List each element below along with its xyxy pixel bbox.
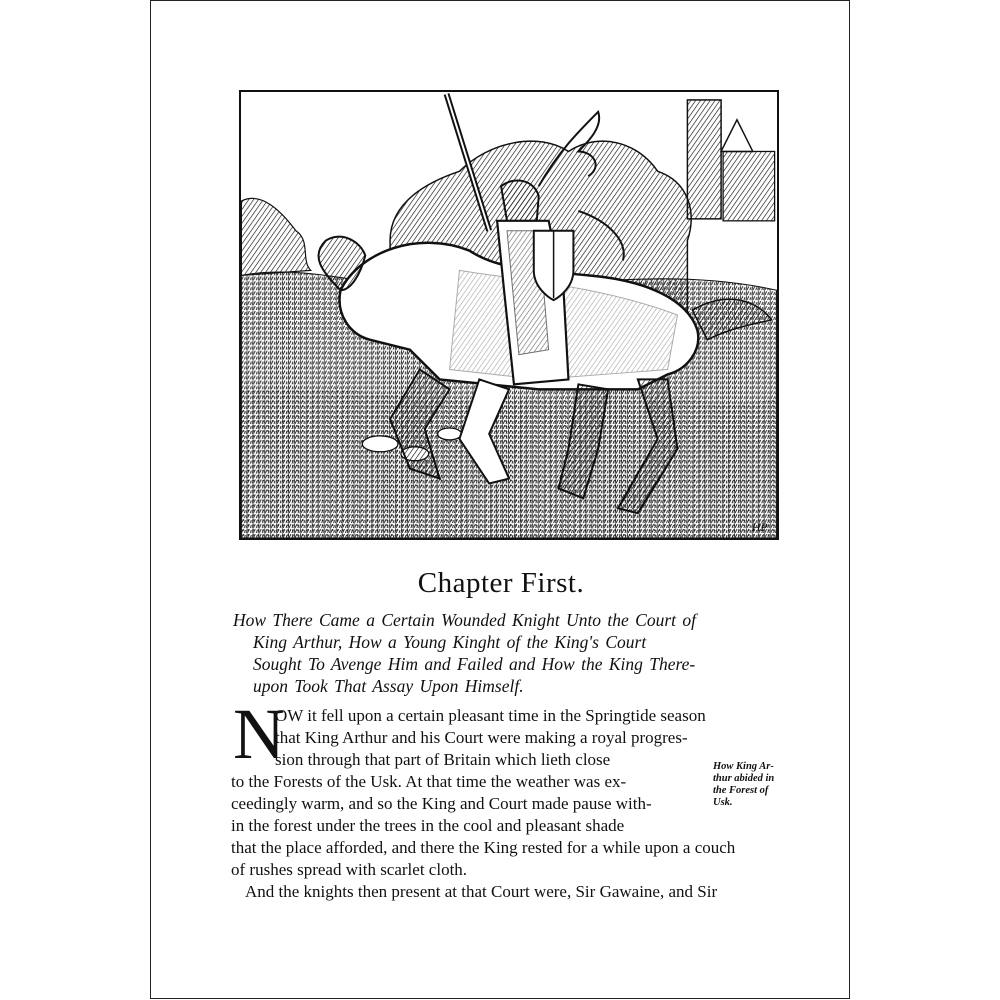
body-line: OW it fell upon a certain pleasant time in the Springtide season: [275, 706, 706, 725]
body-line: sion through that part of Britain which lieth close: [275, 750, 611, 769]
body-line: that King Arthur and his Court were making a royal progres-: [275, 728, 688, 747]
body-line: And the knights then present at that Court were, Sir Gawaine, and Sir: [245, 882, 718, 901]
subtitle-line: Sought To Avenge Him and Failed and How the King There-: [253, 654, 696, 674]
margin-note-line: How King Ar-: [713, 761, 774, 772]
subtitle-line: How There Came a Certain Wounded Knight Unto the Court of: [233, 610, 697, 630]
body-line: in the forest under the trees in the cool and pleasant shade: [231, 816, 625, 835]
body-line: to the Forests of the Usk. At that time the weather was ex-: [231, 772, 627, 791]
svg-text:HP: HP: [751, 520, 768, 535]
knight-on-horseback-icon: [241, 92, 777, 538]
chapter-subtitle: [233, 609, 793, 697]
margin-note-line: Usk.: [713, 797, 733, 808]
margin-note-line: thur abided in: [713, 773, 775, 784]
body-line: ceedingly warm, and so the King and Court made pause with-: [231, 794, 652, 813]
subtitle-line: King Arthur, How a Young Kinght of the King's Court: [253, 632, 647, 652]
book-page: [150, 0, 850, 999]
body-line: of rushes spread with scarlet cloth.: [231, 860, 468, 879]
body-line: that the place afforded, and there the King rested for a while upon a couch: [231, 838, 736, 857]
chapter-title: Chapter First.: [417, 567, 585, 599]
margin-note: [713, 761, 803, 809]
knight-illustration: [239, 90, 779, 540]
margin-note-line: the Forest of: [713, 785, 769, 796]
drop-cap: N: [233, 694, 285, 774]
subtitle-line: upon Took That Assay Upon Himself.: [253, 676, 524, 696]
